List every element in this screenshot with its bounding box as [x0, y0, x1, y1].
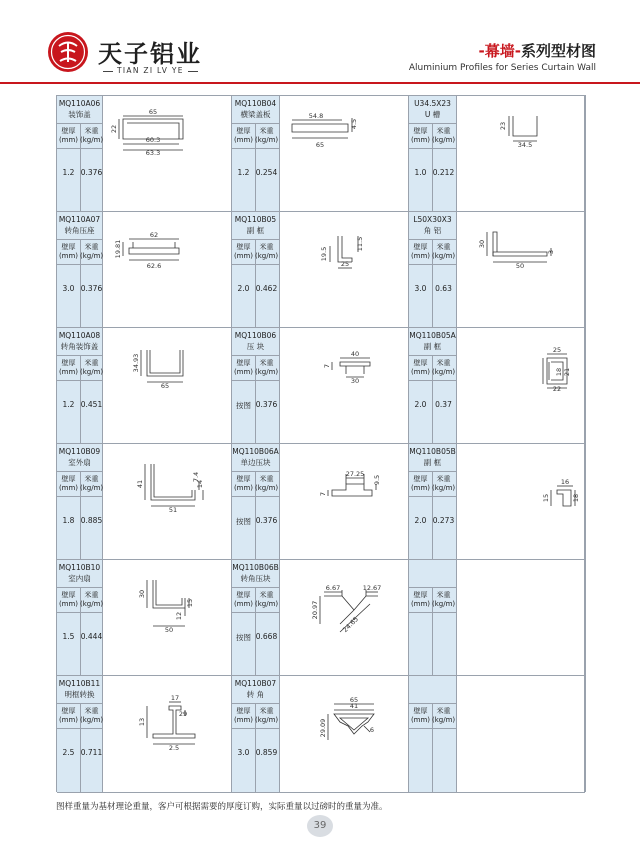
- profile-info-cell: [57, 560, 103, 676]
- weight-header: 米重 (kg/m): [255, 243, 279, 260]
- dimension-label: 22: [552, 385, 562, 393]
- profile-drawing-cell: [103, 328, 232, 444]
- weight-header: 米重 (kg/m): [255, 127, 279, 144]
- profile-drawing-cell: [280, 212, 409, 328]
- profile-info-cell: [232, 444, 280, 560]
- thickness-value: 1.5: [62, 632, 75, 641]
- dimension-label: 25: [340, 260, 350, 268]
- profile-name: 室内扇: [68, 574, 91, 583]
- thickness-header: 壁厚 (mm): [58, 707, 79, 724]
- profile-drawing-cell: [457, 444, 585, 560]
- dimension-label: 11.5: [356, 236, 364, 252]
- profile-cross-section: [280, 328, 409, 444]
- dimension-label: 40: [350, 350, 360, 358]
- dimension-label: 19.5: [320, 246, 328, 262]
- series-title-en: Aluminium Profiles for Series Curtain Wall: [408, 63, 596, 73]
- dimension-label: 34.93: [132, 353, 140, 373]
- profile-outline: [340, 362, 370, 366]
- brand-logo-icon: [46, 30, 90, 74]
- weight-header: 米重 (kg/m): [80, 127, 104, 144]
- profile-code: MQ110B10: [58, 563, 101, 572]
- profile-info-cell: [57, 96, 103, 212]
- profile-drawing-cell: [457, 560, 585, 676]
- dimension-label: 23: [499, 121, 507, 131]
- profile-name: 室外扇: [68, 458, 91, 467]
- dimension-label: 29.09: [319, 718, 327, 738]
- profile-code: U34.5X23: [414, 99, 451, 108]
- profile-info-cell: [57, 328, 103, 444]
- profile-cross-section: [103, 212, 232, 328]
- dimension-label: 19.81: [114, 239, 122, 259]
- profile-drawing-cell: [103, 444, 232, 560]
- profile-drawing-cell: [457, 96, 585, 212]
- dimension-label: 60.3: [145, 136, 161, 144]
- series-title-rest: 系列型材图: [520, 42, 596, 60]
- thickness-value: 按图: [236, 517, 251, 526]
- weight-value: 0.451: [80, 400, 103, 409]
- thickness-header: 壁厚 (mm): [410, 127, 431, 144]
- profile-drawing-cell: [103, 212, 232, 328]
- profile-code: MQ110B06A: [232, 447, 279, 456]
- weight-header: 米重 (kg/m): [255, 475, 279, 492]
- profile-outline: [153, 580, 185, 608]
- profile-info-cell: [232, 96, 280, 212]
- thickness-value: 1.2: [62, 400, 75, 409]
- profile-drawing-cell: [280, 328, 409, 444]
- profile-drawing-cell: [280, 560, 409, 676]
- dimension-label: 30: [478, 239, 486, 249]
- dimension-label: 2.5: [168, 744, 180, 752]
- profile-cross-section: [103, 328, 232, 444]
- profile-info-cell: [57, 676, 103, 793]
- brand-name-en: TIAN ZI LV YE: [99, 66, 202, 75]
- profile-drawing-cell: [457, 676, 585, 793]
- profile-outline: [342, 236, 352, 262]
- thickness-header: 壁厚 (mm): [58, 243, 79, 260]
- thickness-header: 壁厚 (mm): [58, 359, 79, 376]
- profile-code: MQ110B11: [58, 679, 101, 688]
- thickness-value: 3.0: [62, 284, 75, 293]
- page-number: 39: [307, 815, 333, 837]
- dimension-label: 41: [349, 702, 359, 710]
- weight-header: 米重 (kg/m): [432, 707, 456, 724]
- thickness-header: 壁厚 (mm): [233, 591, 254, 608]
- weight-header: 米重 (kg/m): [80, 475, 104, 492]
- dimension-label: 7.4: [192, 471, 200, 483]
- dimension-label: 6.67: [325, 584, 341, 592]
- weight-header: 米重 (kg/m): [255, 707, 279, 724]
- thickness-header: 壁厚 (mm): [233, 243, 254, 260]
- header-divider: [0, 82, 640, 84]
- profile-cross-section: [103, 560, 232, 676]
- profile-table: [56, 95, 586, 792]
- profile-cross-section: [103, 676, 232, 793]
- profile-outline: [156, 580, 182, 605]
- dimension-label: 41: [136, 479, 144, 489]
- weight-value: 0.444: [80, 632, 103, 641]
- thickness-header: 壁厚 (mm): [58, 475, 79, 492]
- weight-value: 0.668: [255, 632, 278, 641]
- profile-cross-section: [280, 212, 409, 328]
- weight-value: 0.711: [80, 748, 103, 757]
- profile-info-cell: [409, 560, 457, 676]
- dimension-label: 65: [349, 696, 359, 704]
- profile-code: MQ110A08: [58, 331, 101, 340]
- thickness-header: 壁厚 (mm): [58, 591, 79, 608]
- dimension-label: 50: [164, 626, 174, 634]
- profile-outline: [513, 116, 537, 136]
- weight-value: 0.63: [435, 284, 452, 293]
- dimension-label: 12.67: [362, 584, 382, 592]
- profile-cross-section: [457, 96, 585, 212]
- weight-value: 0.273: [432, 516, 455, 525]
- thickness-header: 壁厚 (mm): [410, 359, 431, 376]
- dimension-label: 24.65: [341, 615, 360, 634]
- profile-cross-section: [280, 444, 409, 560]
- profile-drawing-cell: [457, 328, 585, 444]
- dimension-label: 62: [149, 231, 159, 239]
- profile-name: 转角压块: [240, 574, 271, 583]
- profile-cross-section: [280, 676, 409, 793]
- weight-value: 0.254: [255, 168, 278, 177]
- weight-header: 米重 (kg/m): [80, 707, 104, 724]
- profile-info-cell: [232, 676, 280, 793]
- profile-code: MQ110B06B: [232, 563, 279, 572]
- dimension-label: 6: [369, 726, 375, 734]
- dimension-label: 51: [168, 506, 178, 514]
- dimension-label: 21: [563, 367, 571, 377]
- thickness-value: 按图: [236, 633, 251, 642]
- thickness-header: 壁厚 (mm): [410, 243, 431, 260]
- profile-code: MQ110B04: [234, 99, 277, 108]
- profile-outline: [334, 714, 374, 734]
- dimension-label: 29: [178, 710, 188, 718]
- dimension-label: 54.8: [308, 112, 324, 120]
- dimension-label: 50: [515, 262, 525, 270]
- weight-header: 米重 (kg/m): [432, 243, 456, 260]
- thickness-header: 壁厚 (mm): [410, 707, 431, 724]
- weight-header: 米重 (kg/m): [80, 591, 104, 608]
- profile-drawing-cell: [280, 444, 409, 560]
- profile-name: 转角装饰盖: [60, 342, 99, 351]
- profile-info-cell: [232, 328, 280, 444]
- dimension-label: 4.5: [350, 118, 358, 130]
- thickness-header: 壁厚 (mm): [233, 127, 254, 144]
- profile-name: 转角压座: [64, 226, 95, 235]
- thickness-header: 壁厚 (mm): [58, 127, 79, 144]
- thickness-header: 壁厚 (mm): [410, 591, 431, 608]
- profile-name: 副 框: [246, 226, 265, 235]
- profile-drawing-cell: [103, 676, 232, 793]
- weight-header: 米重 (kg/m): [432, 127, 456, 144]
- weight-header: 米重 (kg/m): [255, 359, 279, 376]
- profile-code: MQ110B07: [234, 679, 277, 688]
- profile-drawing-cell: [280, 676, 409, 793]
- weight-header: 米重 (kg/m): [432, 359, 456, 376]
- weight-value: 0.462: [255, 284, 278, 293]
- profile-name: 转 角: [246, 690, 265, 699]
- profile-code: MQ110A07: [58, 215, 101, 224]
- series-title: [479, 40, 596, 61]
- thickness-value: 按图: [236, 401, 251, 410]
- profile-name: 压 块: [246, 342, 265, 351]
- profile-outline: [332, 484, 372, 496]
- dimension-label: 65: [148, 108, 158, 116]
- weight-header: 米重 (kg/m): [432, 475, 456, 492]
- dimension-label: 18: [555, 367, 563, 377]
- profile-info-cell: [232, 560, 280, 676]
- profile-name: 明框转换: [64, 690, 95, 699]
- profile-outline: [153, 706, 195, 738]
- profile-code: MQ110B09: [58, 447, 101, 456]
- weight-value: 0.859: [255, 748, 278, 757]
- profile-info-cell: [57, 212, 103, 328]
- profile-drawing-cell: [103, 560, 232, 676]
- thickness-value: 1.2: [62, 168, 75, 177]
- weight-value: 0.376: [255, 400, 278, 409]
- profile-outline: [129, 248, 179, 254]
- series-title-prefix: -幕墙-: [478, 42, 521, 60]
- profile-cross-section: [280, 96, 409, 212]
- dimension-label: 62.6: [146, 262, 162, 270]
- brand-name-cn: 天子铝业: [98, 39, 202, 68]
- thickness-header: 壁厚 (mm): [233, 707, 254, 724]
- profile-info-cell: [57, 444, 103, 560]
- thickness-value: 1.2: [237, 168, 250, 177]
- thickness-value: 3.0: [414, 284, 427, 293]
- thickness-value: 1.0: [414, 168, 427, 177]
- dimension-label: 16: [560, 478, 570, 486]
- profile-name: 副 框: [423, 458, 442, 467]
- profile-drawing-cell: [103, 96, 232, 212]
- profile-cross-section: [103, 444, 232, 560]
- profile-outline: [292, 124, 348, 132]
- dimension-label: 9.5: [373, 474, 381, 486]
- profile-drawing-cell: [280, 96, 409, 212]
- weight-header: 米重 (kg/m): [80, 243, 104, 260]
- weight-value: 0.885: [80, 516, 103, 525]
- footnote: 图样重量为基材理论重量，客户可根据需要的厚度订购，实际重量以过磅时的重量为准。: [56, 802, 388, 812]
- thickness-value: 1.8: [62, 516, 75, 525]
- dimension-label: 17: [170, 694, 180, 702]
- dimension-label: 18: [572, 493, 580, 503]
- thickness-value: 2.0: [237, 284, 250, 293]
- dimension-label: 15: [186, 598, 194, 608]
- dimension-label: 30: [138, 589, 146, 599]
- profile-info-cell: [409, 328, 457, 444]
- dimension-label: 7: [319, 491, 327, 497]
- dimension-label: 34.5: [517, 141, 533, 149]
- profile-info-cell: [409, 676, 457, 793]
- weight-header: 米重 (kg/m): [255, 591, 279, 608]
- profile-outline: [147, 350, 183, 376]
- profile-cross-section: [280, 560, 409, 676]
- dimension-label: 7: [323, 363, 331, 369]
- profile-code: MQ110B06: [234, 331, 277, 340]
- profile-cross-section: [457, 212, 585, 328]
- profile-code: MQ110B05B: [409, 447, 456, 456]
- dimension-label: 25: [552, 346, 562, 354]
- dimension-label: 65: [160, 382, 170, 390]
- dimension-label: 30: [350, 377, 360, 385]
- profile-cross-section: [103, 96, 232, 212]
- profile-info-cell: [232, 212, 280, 328]
- profile-cross-section: [457, 444, 585, 560]
- dimension-label: 63.3: [145, 149, 161, 157]
- weight-header: 米重 (kg/m): [432, 591, 456, 608]
- page-header: [0, 0, 640, 92]
- dimension-label: 65: [315, 141, 325, 149]
- profile-outline: [150, 350, 180, 373]
- profile-info-cell: [409, 96, 457, 212]
- profile-outline: [154, 464, 192, 497]
- profile-name: 横梁盖板: [240, 110, 271, 119]
- weight-header: 米重 (kg/m): [80, 359, 104, 376]
- profile-outline: [557, 490, 571, 506]
- dimension-label: 27.25: [345, 470, 365, 478]
- thickness-header: 壁厚 (mm): [410, 475, 431, 492]
- profile-name: 副 框: [423, 342, 442, 351]
- dimension-label: 13: [138, 717, 146, 727]
- weight-value: 0.376: [255, 516, 278, 525]
- weight-value: 0.37: [435, 400, 452, 409]
- profile-code: MQ110B05A: [409, 331, 456, 340]
- profile-name: 装饰盖: [68, 110, 91, 119]
- profile-info-cell: [409, 444, 457, 560]
- thickness-value: 2.0: [414, 516, 427, 525]
- profile-code: L50X30X3: [413, 215, 452, 224]
- profile-code: MQ110A06: [58, 99, 101, 108]
- dimension-label: 20.97: [311, 600, 319, 620]
- dimension-label: 14: [196, 479, 204, 489]
- profile-name: U 槽: [424, 110, 441, 119]
- thickness-value: 2.0: [414, 400, 427, 409]
- profile-drawing-cell: [457, 212, 585, 328]
- profile-outline: [133, 242, 175, 248]
- dimension-label: 22: [110, 124, 118, 134]
- thickness-value: 2.5: [62, 748, 75, 757]
- dimension-label: 12: [175, 611, 183, 621]
- profile-outline: [346, 366, 364, 374]
- thickness-header: 壁厚 (mm): [233, 475, 254, 492]
- profile-name: 角 铝: [423, 226, 442, 235]
- weight-value: 0.376: [80, 284, 103, 293]
- thickness-value: 3.0: [237, 748, 250, 757]
- dimension-label: 3: [547, 249, 555, 255]
- weight-value: 0.376: [80, 168, 103, 177]
- profile-info-cell: [409, 212, 457, 328]
- weight-value: 0.212: [432, 168, 455, 177]
- profile-outline: [151, 464, 195, 500]
- profile-code: MQ110B05: [234, 215, 277, 224]
- profile-cross-section: [457, 328, 585, 444]
- profile-name: 单边压块: [240, 458, 271, 467]
- dimension-label: 15: [542, 493, 550, 503]
- thickness-header: 壁厚 (mm): [233, 359, 254, 376]
- profile-outline: [493, 252, 547, 256]
